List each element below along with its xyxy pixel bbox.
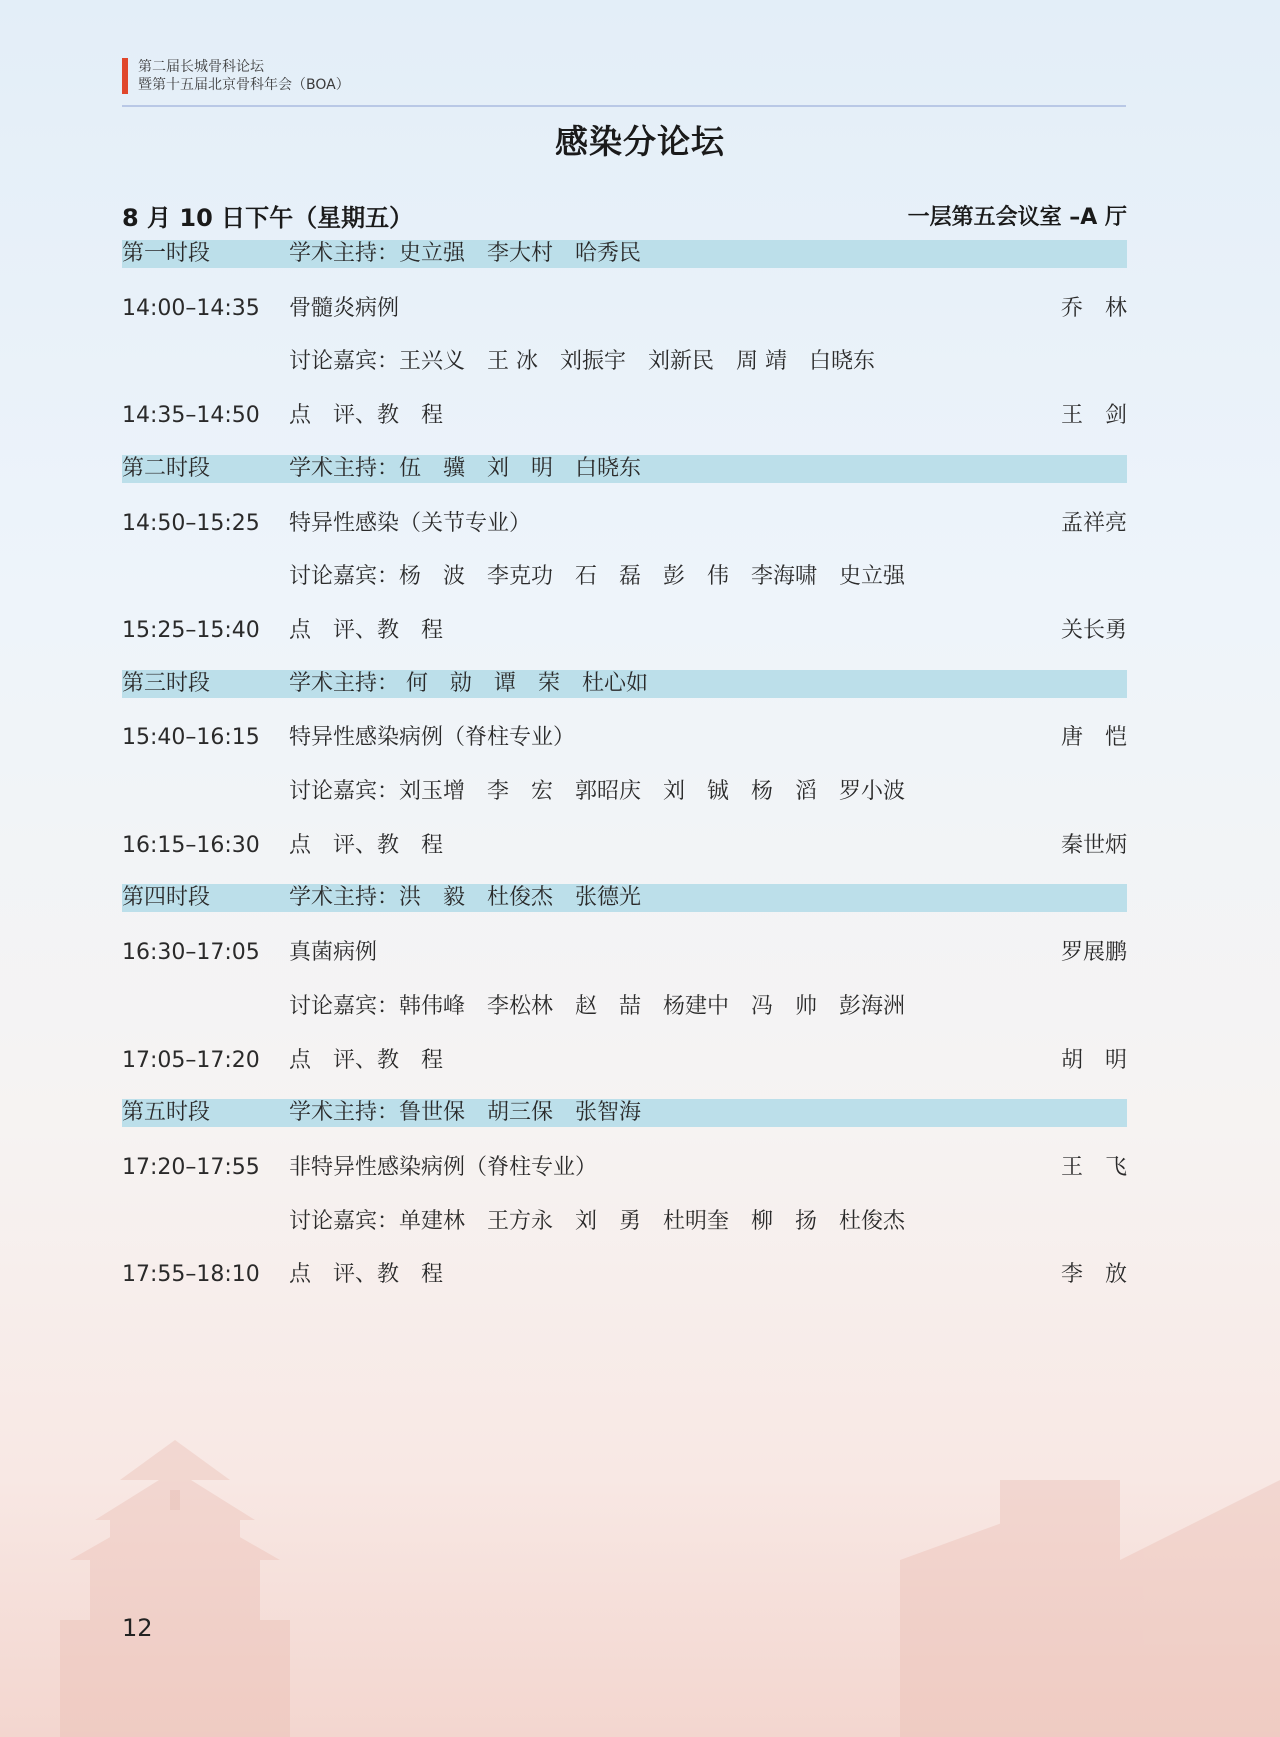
conference-header bbox=[122, 58, 350, 94]
topic: 非特异性感染病例（脊柱专业） bbox=[289, 1155, 598, 1180]
speaker: 王 剑 bbox=[1060, 403, 1127, 428]
speaker: 秦世炳 bbox=[1060, 833, 1127, 858]
time-slot: 16:30–17:05 bbox=[122, 940, 260, 965]
speaker: 唐 恺 bbox=[1060, 725, 1127, 750]
schedule-row bbox=[122, 1207, 1127, 1237]
topic: 讨论嘉宾：王兴义 王 冰 刘振宇 刘新民 周 靖 白晓东 bbox=[289, 349, 875, 374]
schedule-row bbox=[122, 777, 1127, 807]
topic: 点 评、教 程 bbox=[289, 1048, 444, 1073]
topic: 点 评、教 程 bbox=[289, 833, 444, 858]
session-band-row bbox=[122, 670, 1127, 698]
time-slot: 16:15–16:30 bbox=[122, 833, 260, 858]
session-label: 第三时段 bbox=[122, 671, 211, 696]
session-location: 一层第五会议室 –A 厅 bbox=[907, 205, 1127, 230]
schedule-row bbox=[122, 831, 1127, 861]
speaker: 李 放 bbox=[1060, 1262, 1127, 1287]
session-band-row bbox=[122, 884, 1127, 912]
schedule-row bbox=[122, 562, 1127, 592]
schedule-row bbox=[122, 992, 1127, 1022]
topic: 点 评、教 程 bbox=[289, 1262, 444, 1287]
session-chairs: 学术主持：洪 毅 杜俊杰 张德光 bbox=[289, 885, 642, 910]
schedule-row bbox=[122, 723, 1127, 753]
speaker: 孟祥亮 bbox=[1060, 511, 1127, 536]
topic: 特异性感染病例（脊柱专业） bbox=[289, 725, 576, 750]
topic: 讨论嘉宾：单建林 王方永 刘 勇 杜明奎 柳 扬 杜俊杰 bbox=[289, 1209, 906, 1234]
schedule-row bbox=[122, 1153, 1127, 1183]
topic: 点 评、教 程 bbox=[289, 618, 444, 643]
schedule-row bbox=[122, 938, 1127, 968]
session-date: 8 月 10 日下午（星期五） bbox=[122, 204, 414, 232]
speaker: 胡 明 bbox=[1060, 1048, 1127, 1073]
speaker: 王 飞 bbox=[1060, 1155, 1127, 1180]
topic: 讨论嘉宾：韩伟峰 李松林 赵 喆 杨建中 冯 帅 彭海洲 bbox=[289, 994, 906, 1019]
page-number: 12 bbox=[122, 1614, 153, 1642]
session-band-row bbox=[122, 1099, 1127, 1127]
speaker: 罗展鹏 bbox=[1060, 940, 1127, 965]
topic: 骨髓炎病例 bbox=[289, 296, 400, 321]
topic: 真菌病例 bbox=[289, 940, 378, 965]
speaker: 乔 林 bbox=[1060, 296, 1127, 321]
session-chairs: 学术主持：伍 骥 刘 明 白晓东 bbox=[289, 456, 642, 481]
schedule-row bbox=[122, 347, 1127, 377]
time-slot: 15:25–15:40 bbox=[122, 618, 260, 643]
session-label: 第一时段 bbox=[122, 241, 211, 266]
session-chairs: 学术主持：史立强 李大村 哈秀民 bbox=[289, 241, 642, 266]
conference-subtitle: 暨第十五届北京骨科年会（BOA） bbox=[138, 77, 350, 93]
conference-name: 第二届长城骨科论坛 bbox=[138, 59, 264, 75]
time-slot: 14:50–15:25 bbox=[122, 511, 260, 536]
session-date-line bbox=[122, 198, 1127, 234]
header-divider bbox=[122, 105, 1126, 107]
session-chairs: 学术主持：鲁世保 胡三保 张智海 bbox=[289, 1100, 642, 1125]
time-slot: 17:05–17:20 bbox=[122, 1048, 260, 1073]
session-band-row bbox=[122, 455, 1127, 483]
schedule-row bbox=[122, 1046, 1127, 1076]
session-label: 第二时段 bbox=[122, 456, 211, 481]
page-title: 感染分论坛 bbox=[555, 122, 725, 161]
schedule-row bbox=[122, 1260, 1127, 1290]
speaker: 关长勇 bbox=[1060, 618, 1127, 643]
topic: 讨论嘉宾：杨 波 李克功 石 磊 彭 伟 李海啸 史立强 bbox=[289, 564, 906, 589]
time-slot: 17:20–17:55 bbox=[122, 1155, 260, 1180]
time-slot: 15:40–16:15 bbox=[122, 725, 260, 750]
schedule-row bbox=[122, 616, 1127, 646]
session-chairs: 学术主持： 何 勍 谭 荣 杜心如 bbox=[289, 671, 648, 696]
time-slot: 14:35–14:50 bbox=[122, 403, 260, 428]
time-slot: 14:00–14:35 bbox=[122, 296, 260, 321]
topic: 特异性感染（关节专业） bbox=[289, 511, 532, 536]
schedule-row bbox=[122, 294, 1127, 324]
schedule-row bbox=[122, 401, 1127, 431]
session-label: 第五时段 bbox=[122, 1100, 211, 1125]
session-label: 第四时段 bbox=[122, 885, 211, 910]
topic: 讨论嘉宾：刘玉增 李 宏 郭昭庆 刘 铖 杨 滔 罗小波 bbox=[289, 779, 906, 804]
time-slot: 17:55–18:10 bbox=[122, 1262, 260, 1287]
topic: 点 评、教 程 bbox=[289, 403, 444, 428]
schedule-row bbox=[122, 509, 1127, 539]
session-band-row bbox=[122, 240, 1127, 268]
